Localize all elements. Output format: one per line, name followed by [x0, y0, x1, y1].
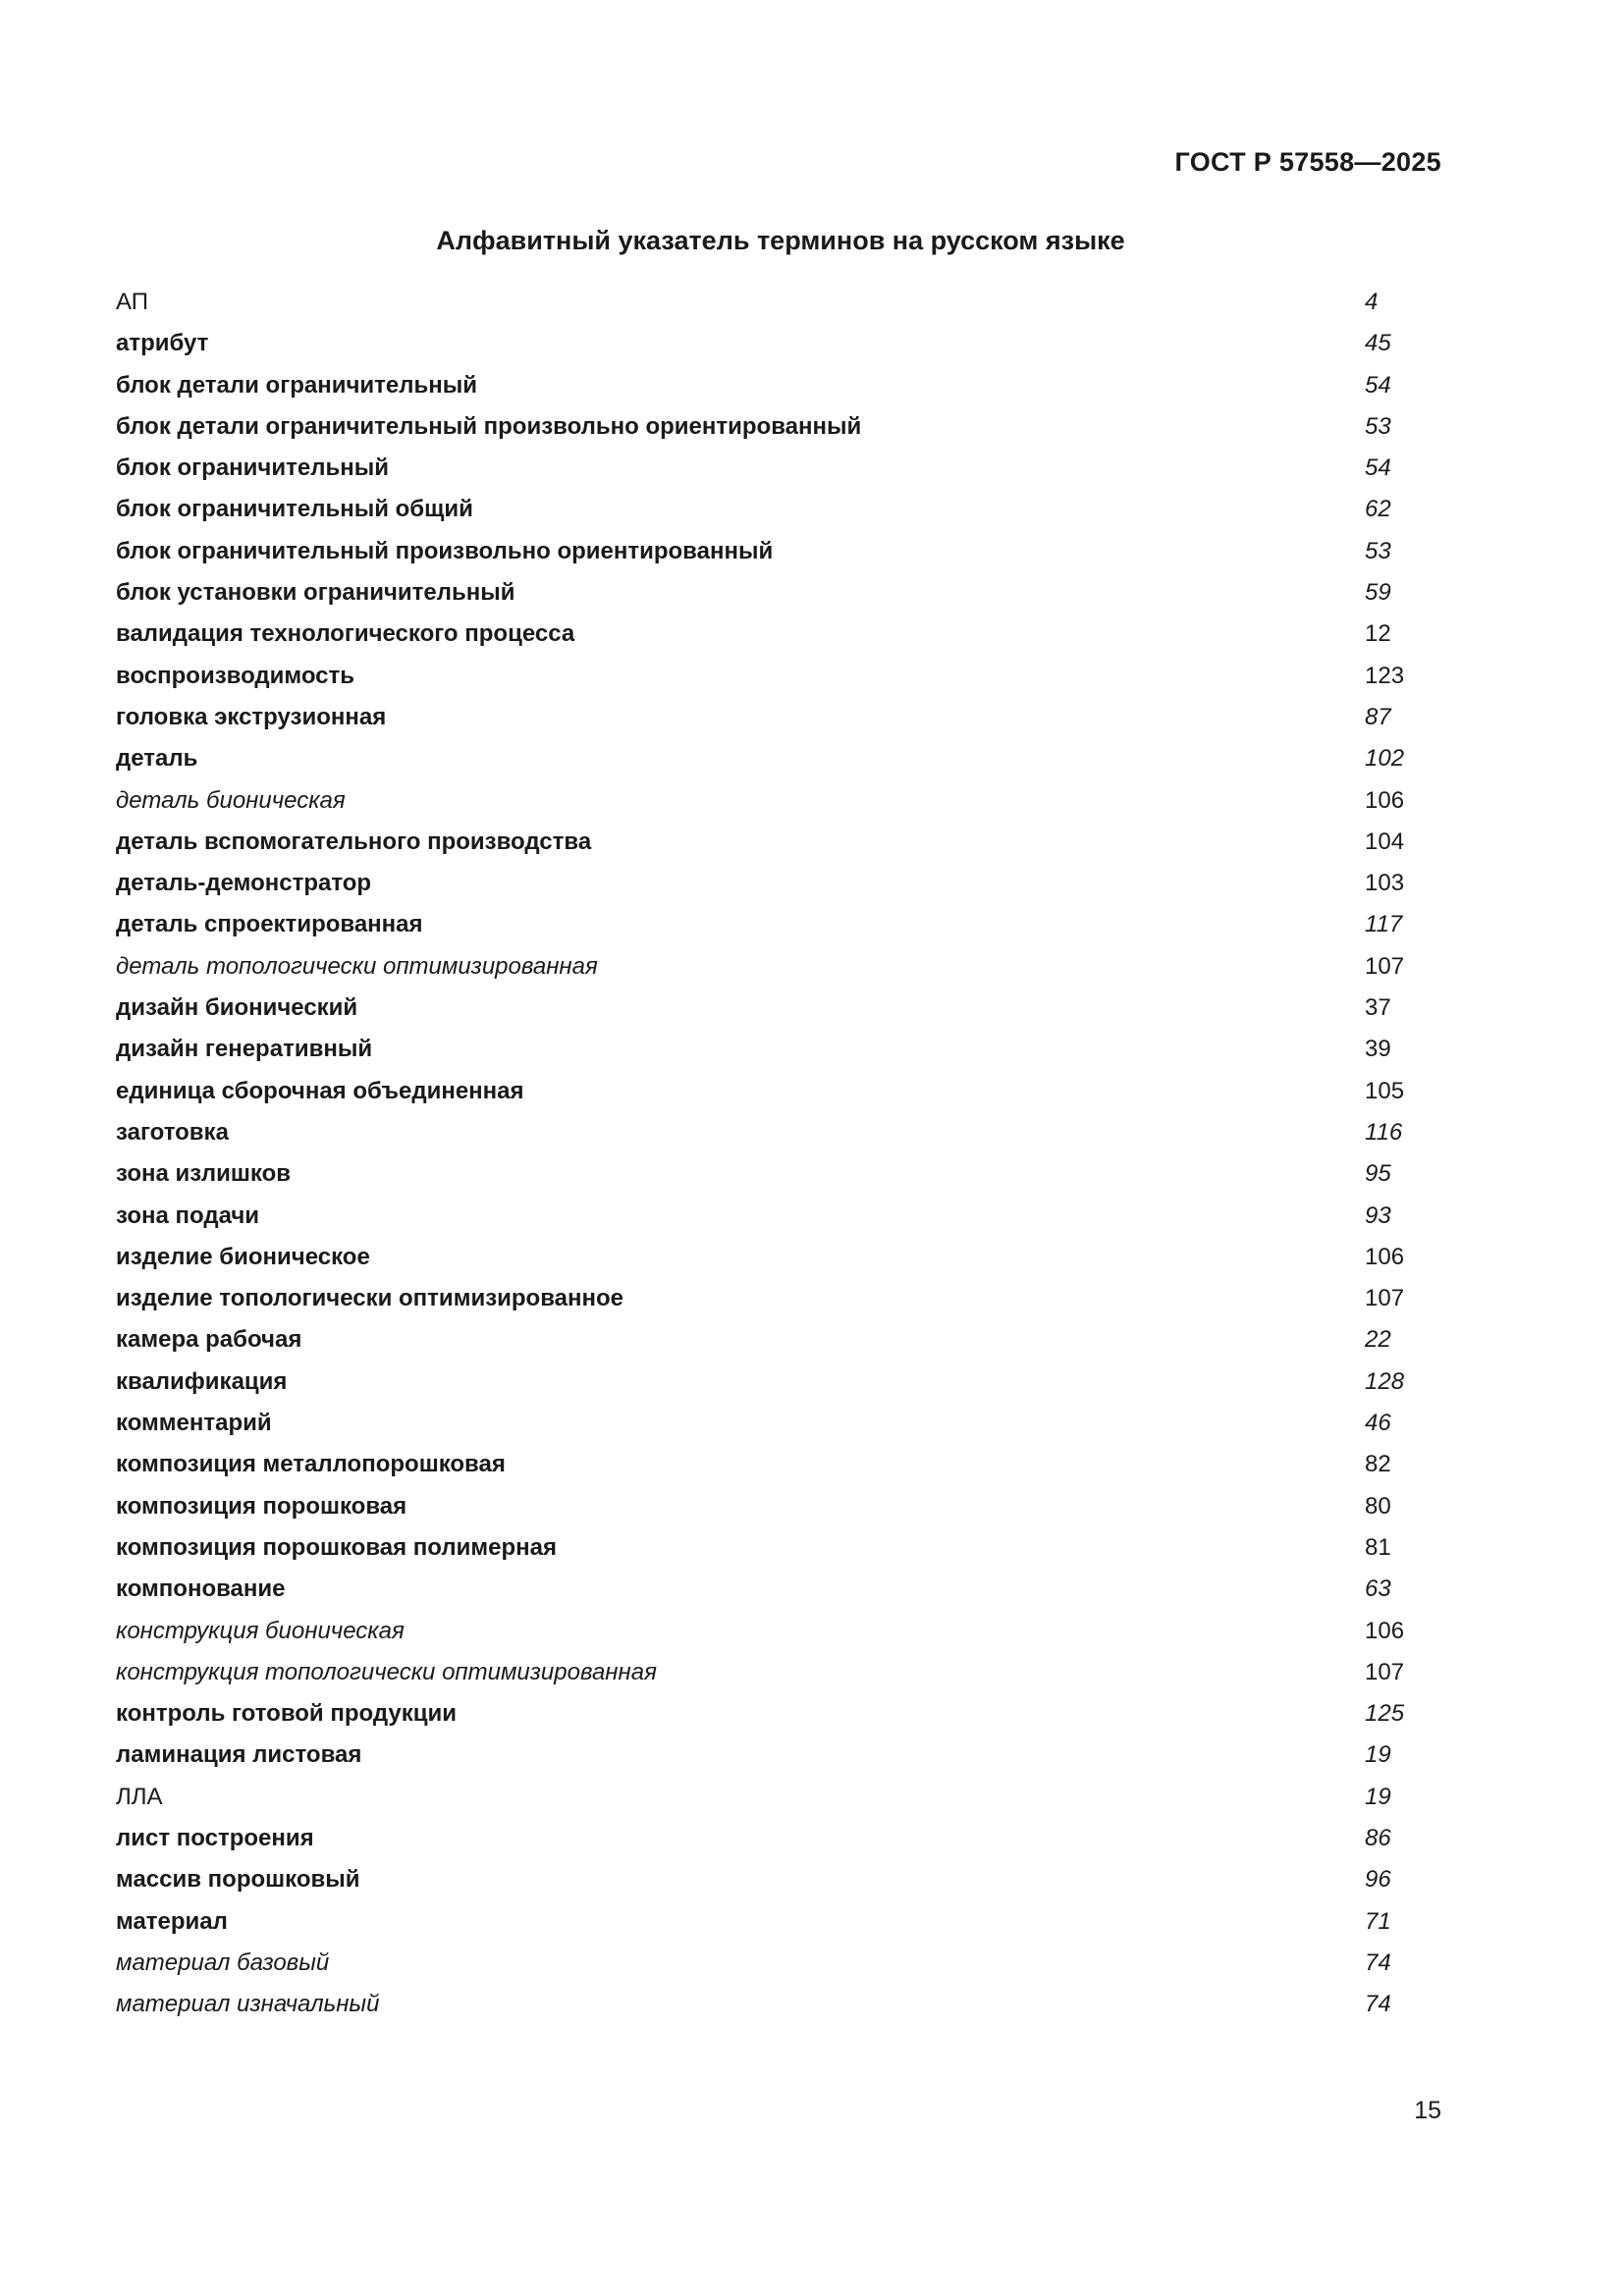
index-term-number: 105	[1365, 1077, 1405, 1104]
index-entry	[116, 738, 1405, 779]
index-term: деталь топологически оптимизированная	[116, 952, 598, 980]
index-entry	[116, 1777, 1392, 1818]
index-term-number: 81	[1365, 1533, 1391, 1561]
index-term: блок детали ограничительный	[116, 371, 477, 399]
index-entry	[116, 1569, 1392, 1610]
index-term-number: 45	[1365, 330, 1391, 357]
index-term: лист построения	[116, 1824, 314, 1851]
index-entry	[116, 863, 1405, 904]
index-entry	[116, 822, 1405, 863]
index-entry	[116, 365, 1392, 406]
index-term: АП	[116, 289, 148, 315]
index-term-number: 106	[1365, 786, 1405, 814]
index-entry	[116, 1735, 1392, 1776]
index-term: квалификация	[116, 1367, 288, 1395]
index-term-number: 128	[1365, 1367, 1405, 1395]
index-term: блок ограничительный общий	[116, 496, 473, 523]
index-term-number: 53	[1365, 537, 1391, 564]
index-term: комментарий	[116, 1410, 272, 1437]
index-term: блок детали ограничительный произвольно ориентированный	[116, 412, 862, 440]
index-term-number: 86	[1365, 1824, 1391, 1851]
index-entry	[116, 1611, 1405, 1652]
index-term-number: 19	[1365, 1783, 1391, 1810]
index-title: Алфавитный указатель терминов на русском языке	[436, 226, 1125, 255]
index-entry	[116, 1153, 1392, 1195]
index-entry	[116, 406, 1392, 448]
index-term: контроль готовой продукции	[116, 1700, 458, 1728]
index-entry	[116, 1237, 1405, 1278]
index-term-number: 19	[1365, 1741, 1391, 1769]
index-entry	[116, 1818, 1392, 1859]
index-term: деталь-демонстратор	[116, 870, 372, 897]
index-term-number: 106	[1365, 1617, 1405, 1644]
index-term: материал базовый	[116, 1949, 330, 1976]
index-entry	[116, 1112, 1403, 1153]
index-term: массив порошковый	[116, 1866, 360, 1894]
index-term-number: 71	[1365, 1907, 1391, 1935]
index-term: блок ограничительный произвольно ориентированный	[116, 537, 774, 564]
index-term: изделие топологически оптимизированное	[116, 1285, 623, 1312]
term-index-list	[116, 282, 1405, 2025]
index-entry	[116, 946, 1405, 988]
index-entry	[116, 1652, 1405, 1693]
index-entry	[116, 572, 1392, 614]
index-term: заготовка	[116, 1118, 229, 1146]
index-term-number: 59	[1365, 579, 1391, 607]
index-term-number: 54	[1365, 371, 1391, 399]
index-term-number: 107	[1365, 1285, 1405, 1312]
index-term: атрибут	[116, 330, 209, 357]
index-term: материал изначальный	[116, 1991, 380, 2018]
index-term-number: 107	[1365, 952, 1405, 980]
index-entry	[116, 904, 1403, 945]
index-term-number: 22	[1365, 1326, 1391, 1354]
index-term-number: 82	[1365, 1451, 1391, 1478]
index-entry	[116, 988, 1392, 1029]
index-entry	[116, 1403, 1392, 1444]
index-entry	[116, 1071, 1405, 1112]
index-entry	[116, 697, 1392, 738]
index-term: композиция металлопорошковая	[116, 1451, 506, 1478]
index-entry	[116, 1984, 1392, 2025]
index-term-number: 107	[1365, 1658, 1405, 1685]
index-entry	[116, 1859, 1392, 1900]
index-term: компонование	[116, 1575, 286, 1603]
index-term: воспроизводимость	[116, 662, 355, 689]
index-entry	[116, 323, 1392, 364]
index-term-number: 39	[1365, 1036, 1391, 1063]
index-term: ламинация листовая	[116, 1741, 362, 1769]
index-term-number: 54	[1365, 454, 1391, 482]
index-term-number: 102	[1365, 745, 1405, 773]
index-entry	[116, 1943, 1392, 1984]
page-number: 15	[1414, 2097, 1441, 2124]
index-term-number: 74	[1365, 1991, 1391, 2018]
index-term-number: 4	[1365, 289, 1379, 315]
index-term-number: 74	[1365, 1949, 1391, 1976]
index-entry	[116, 1693, 1405, 1735]
index-term: камера рабочая	[116, 1326, 302, 1354]
index-term-number: 104	[1365, 828, 1405, 855]
index-term: блок установки ограничительный	[116, 579, 515, 607]
index-term-number: 62	[1365, 496, 1391, 523]
index-term-number: 125	[1365, 1700, 1405, 1728]
index-entry	[116, 1901, 1392, 1943]
index-term: блок ограничительный	[116, 454, 389, 482]
index-term-number: 12	[1365, 620, 1391, 648]
index-term-number: 93	[1365, 1201, 1391, 1229]
index-term-number: 103	[1365, 870, 1405, 897]
index-term: композиция порошковая	[116, 1492, 407, 1520]
index-entry	[116, 1029, 1392, 1070]
index-term: валидация технологического процесса	[116, 620, 575, 648]
index-entry	[116, 1486, 1392, 1527]
index-term-number: 96	[1365, 1866, 1391, 1894]
index-term: материал	[116, 1907, 228, 1935]
index-entry	[116, 282, 1392, 323]
index-entry	[116, 1319, 1392, 1361]
index-entry	[116, 489, 1392, 530]
index-entry	[116, 1196, 1392, 1237]
index-term: головка экструзионная	[116, 703, 387, 730]
index-entry	[116, 614, 1392, 655]
index-entry	[116, 1444, 1392, 1485]
index-term: изделие бионическое	[116, 1243, 370, 1270]
index-term-number: 37	[1365, 994, 1391, 1022]
index-term-number: 106	[1365, 1243, 1405, 1270]
index-term: ЛЛА	[116, 1783, 163, 1810]
index-term: деталь	[116, 745, 198, 773]
index-term: дизайн генеративный	[116, 1036, 373, 1063]
index-term: композиция порошковая полимерная	[116, 1533, 557, 1561]
index-term-number: 123	[1365, 662, 1405, 689]
index-term: единица сборочная объединенная	[116, 1077, 524, 1104]
index-term: конструкция топологически оптимизированная	[116, 1658, 657, 1685]
index-entry	[116, 531, 1392, 572]
index-term: деталь спроектированная	[116, 911, 423, 938]
index-term-number: 46	[1365, 1410, 1391, 1437]
document-code: ГОСТ Р 57558—2025	[1174, 147, 1441, 177]
index-term: зона излишков	[116, 1160, 291, 1188]
index-term-number: 87	[1365, 703, 1391, 730]
index-term-number: 116	[1365, 1118, 1403, 1146]
index-term: дизайн бионический	[116, 994, 358, 1022]
index-entry	[116, 1527, 1392, 1569]
index-term-number: 80	[1365, 1492, 1391, 1520]
index-entry	[116, 780, 1405, 822]
index-term: деталь бионическая	[116, 786, 346, 814]
index-entry	[116, 448, 1392, 489]
index-term-number: 117	[1365, 911, 1403, 938]
index-term-number: 53	[1365, 412, 1391, 440]
index-term: конструкция бионическая	[116, 1617, 405, 1644]
index-term-number: 63	[1365, 1575, 1391, 1603]
index-entry	[116, 656, 1405, 697]
index-entry	[116, 1362, 1405, 1403]
index-term-number: 95	[1365, 1160, 1391, 1188]
index-entry	[116, 1278, 1405, 1319]
index-term: зона подачи	[116, 1201, 260, 1229]
index-term: деталь вспомогательного производства	[116, 828, 592, 855]
